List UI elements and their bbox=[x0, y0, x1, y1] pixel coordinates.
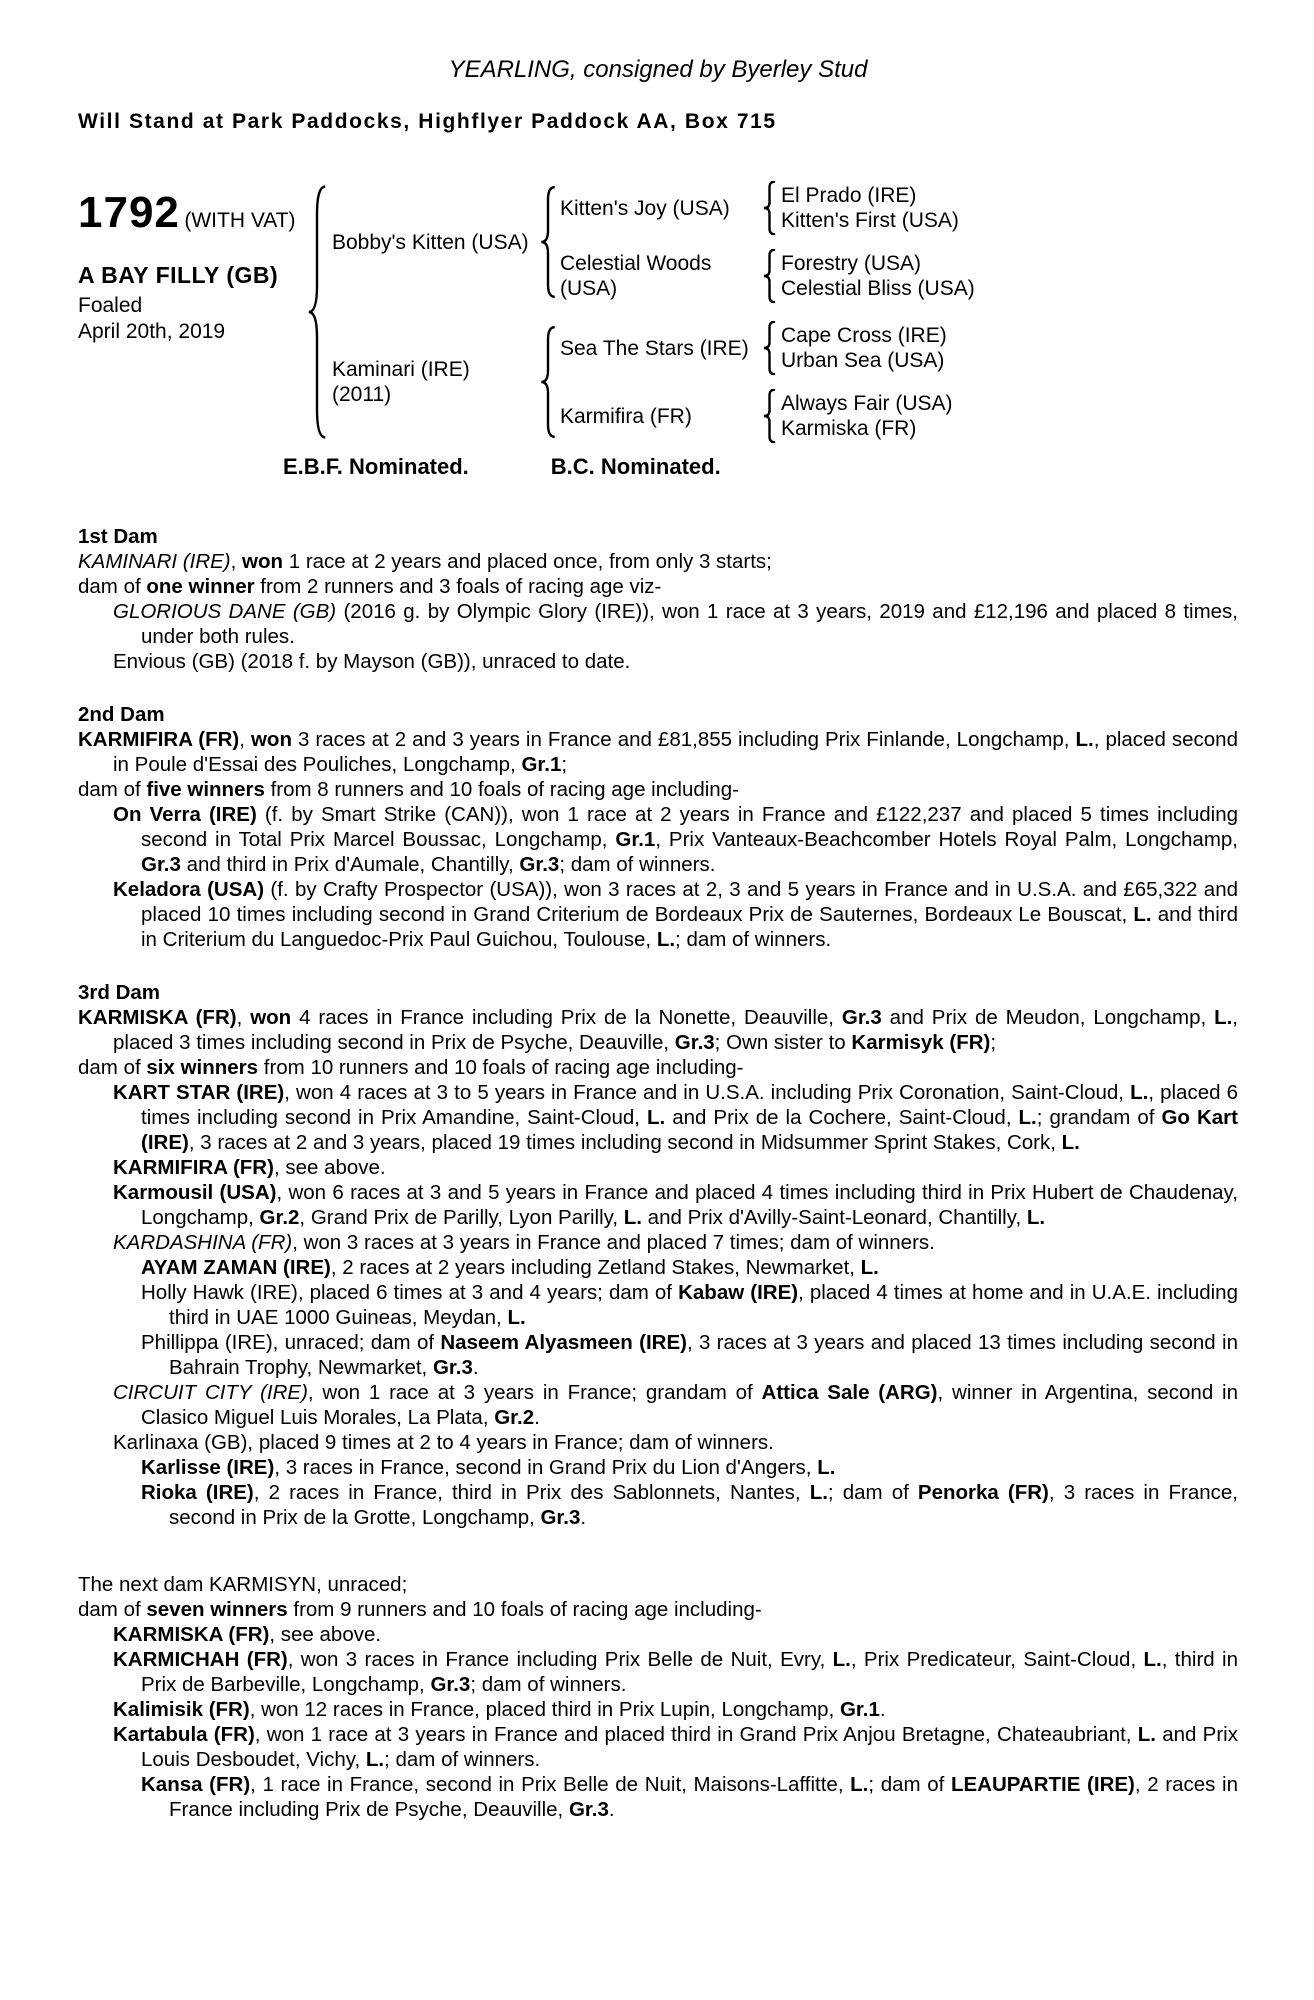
brace-icon bbox=[306, 184, 328, 440]
pedigree-paragraph: Phillippa (IRE), unraced; dam of Naseem Alyasmeen (IRE), 3 races at 3 years and placed 13 times including second in Bahrain Trophy, Newmarket, Gr.3. bbox=[141, 1331, 1238, 1379]
grandsire-name: Kitten's Joy (USA) bbox=[560, 196, 730, 220]
pedigree-paragraph: GLORIOUS DANE (GB) (2016 g. by Olympic Glory (IRE)), won 1 race at 3 years, 2019 and £12,196 and placed 8 times, under both rules. bbox=[113, 600, 1238, 648]
dam-section bbox=[78, 702, 1238, 952]
sire-half bbox=[332, 180, 1033, 304]
lot-number: 1792 bbox=[78, 188, 180, 237]
pedigree-paragraph: Envious (GB) (2018 f. by Mayson (GB)), unraced to date. bbox=[113, 650, 631, 673]
pedigree-paragraph: Karmousil (USA), won 6 races at 3 and 5 years in France and placed 4 times including third in Prix Hubert de Chaudenay, Longchamp, Gr.2, Grand Prix de Parilly, Lyon Parilly, L. and Prix d'Avilly-Saint-Leonard, Chantilly, L. bbox=[113, 1181, 1238, 1229]
great-grandsire-name: El Prado (IRE) bbox=[781, 184, 917, 207]
pedigree-block bbox=[78, 180, 1238, 444]
pedigree-paragraph: The next dam KARMISYN, unraced; bbox=[78, 1573, 408, 1596]
pedigree-paragraph: Holly Hawk (IRE), placed 6 times at 3 and 4 years; dam of Kabaw (IRE), placed 4 times at home and in U.A.E. including third in UAE 1000 Guineas, Meydan, L. bbox=[141, 1281, 1238, 1329]
granddam-name: Celestial Woods (USA) bbox=[560, 252, 712, 300]
pedigree-paragraph: Karlisse (IRE), 3 races in France, second in Grand Prix du Lion d'Angers, L. bbox=[141, 1456, 836, 1479]
dam-section bbox=[78, 980, 1238, 1530]
pedigree-paragraph: KARMISKA (FR), won 4 races in France including Prix de la Nonette, Deauville, Gr.3 and Prix de Meudon, Longchamp, L., placed 3 times including second in Prix de Psyche, Deauville, Gr.3; Own sister to Karmisyk (FR); bbox=[78, 1006, 1238, 1054]
dam-section bbox=[78, 524, 1238, 674]
dam-section-heading: 1st Dam bbox=[78, 525, 158, 548]
brace-icon bbox=[762, 389, 777, 443]
pedigree-paragraph: KARMIFIRA (FR), see above. bbox=[113, 1156, 386, 1179]
stand-location-line: Will Stand at Park Paddocks, Highflyer Paddock AA, Box 715 bbox=[78, 110, 777, 133]
dam-sections bbox=[78, 524, 1238, 1822]
consignment-title: YEARLING, consigned by Byerley Stud bbox=[448, 56, 868, 83]
pedigree-paragraph: AYAM ZAMAN (IRE), 2 races at 2 years including Zetland Stakes, Newmarket, L. bbox=[141, 1256, 879, 1279]
pedigree-paragraph: Karlinaxa (GB), placed 9 times at 2 to 4 years in France; dam of winners. bbox=[113, 1431, 774, 1454]
pedigree-paragraph: CIRCUIT CITY (IRE), won 1 race at 3 years in France; grandam of Attica Sale (ARG), winner in Argentina, second in Clasico Miguel Luis Morales, La Plata, Gr.2. bbox=[113, 1381, 1238, 1429]
great-grandsire-name: Cape Cross (IRE) bbox=[781, 324, 947, 347]
great-granddam-name: Celestial Bliss (USA) bbox=[781, 277, 975, 300]
brace-icon bbox=[762, 249, 777, 303]
pedigree-paragraph: KARMISKA (FR), see above. bbox=[113, 1623, 382, 1646]
brace-icon bbox=[539, 326, 557, 438]
pedigree-paragraph: KART STAR (IRE), won 4 races at 3 to 5 years in France and in U.S.A. including Prix Coronation, Saint-Cloud, L., placed 6 times including second in Prix Amandine, Saint-Cloud, L. and Prix de la Cochere, Saint-Cloud, L.; grandam of Go Kart (IRE), 3 races at 2 and 3 years, placed 19 times including second in Midsummer Sprint Stakes, Cork, L. bbox=[113, 1081, 1239, 1154]
pedigree-paragraph: KAMINARI (IRE), won 1 race at 2 years and placed once, from only 3 starts; bbox=[78, 550, 772, 573]
brace-icon bbox=[539, 186, 557, 298]
brace-icon bbox=[762, 181, 777, 235]
great-granddam-name: Karmiska (FR) bbox=[781, 417, 917, 440]
grandsire-name: Sea The Stars (IRE) bbox=[560, 336, 749, 360]
foaled-date: April 20th, 2019 bbox=[78, 320, 226, 343]
bc-nominated-label: B.C. Nominated. bbox=[550, 454, 721, 479]
dam-section bbox=[78, 1572, 1238, 1822]
pedigree-paragraph: Rioka (IRE), 2 races in France, third in Prix des Sablonnets, Nantes, L.; dam of Penorka (FR), 3 races in France, second in Prix de la Grotte, Longchamp, Gr.3. bbox=[141, 1481, 1238, 1529]
great-grandsire-name: Forestry (USA) bbox=[781, 252, 922, 275]
dam-year: (2011) bbox=[332, 383, 392, 406]
dam-section-heading: 3rd Dam bbox=[78, 981, 161, 1004]
pedigree-paragraph: KARDASHINA (FR), won 3 races at 3 years in France and placed 7 times; dam of winners. bbox=[113, 1231, 935, 1254]
pedigree-paragraph: dam of one winner from 2 runners and 3 foals of racing age viz- bbox=[78, 575, 662, 598]
pedigree-paragraph: Kansa (FR), 1 race in France, second in Prix Belle de Nuit, Maisons-Laffitte, L.; dam of LEAUPARTIE (IRE), 2 races in France including Prix de Psyche, Deauville, Gr.3. bbox=[141, 1773, 1238, 1821]
pedigree-paragraph: dam of five winners from 8 runners and 10 foals of racing age including- bbox=[78, 778, 739, 801]
lot-info bbox=[78, 180, 306, 444]
dam-section-heading: 2nd Dam bbox=[78, 703, 165, 726]
pedigree-paragraph: KARMIFIRA (FR), won 3 races at 2 and 3 years in France and £81,855 including Prix Finlande, Longchamp, L., placed second in Poule d'Essai des Pouliches, Longchamp, Gr.1; bbox=[78, 728, 1238, 776]
pedigree-paragraph: dam of six winners from 10 runners and 10 foals of racing age including- bbox=[78, 1056, 744, 1079]
horse-description: A BAY FILLY (GB) bbox=[78, 262, 279, 288]
pedigree-paragraph: dam of seven winners from 9 runners and 10 foals of racing age including- bbox=[78, 1598, 762, 1621]
pedigree-paragraph: Keladora (USA) (f. by Crafty Prospector (USA)), won 3 races at 2, 3 and 5 years in France and in U.S.A. and £65,322 and placed 10 times including second in Grand Criterium de Bordeaux Prix de Sauternes, Bordeaux Le Bouscat, L. and third in Criterium du Languedoc-Prix Paul Guichou, Toulouse, L.; dam of winners. bbox=[113, 878, 1238, 951]
pedigree-paragraph: KARMICHAH (FR), won 3 races in France including Prix Belle de Nuit, Evry, L., Prix Predicateur, Saint-Cloud, L., third in Prix de Barbeville, Longchamp, Gr.3; dam of winners. bbox=[113, 1648, 1239, 1696]
pedigree-paragraph: Kartabula (FR), won 1 race at 3 years in France and placed third in Grand Prix Anjou Bretagne, Chateaubriant, L. and Prix Louis Desboudet, Vichy, L.; dam of winners. bbox=[113, 1723, 1238, 1771]
dam-name: Kaminari (IRE) bbox=[332, 358, 470, 381]
vat-note: (WITH VAT) bbox=[184, 209, 296, 232]
ebf-nominated-label: E.B.F. Nominated. bbox=[283, 454, 469, 479]
foaled-label: Foaled bbox=[78, 294, 143, 317]
brace-icon bbox=[762, 321, 777, 375]
nomination-line bbox=[283, 454, 1238, 480]
dam-half bbox=[332, 320, 1033, 444]
pedigree-paragraph: Kalimisik (FR), won 12 races in France, placed third in Prix Lupin, Longchamp, Gr.1. bbox=[113, 1698, 886, 1721]
great-grandsire-name: Always Fair (USA) bbox=[781, 392, 953, 415]
pedigree-tree bbox=[306, 180, 1033, 444]
great-granddam-name: Urban Sea (USA) bbox=[781, 349, 945, 372]
pedigree-paragraph: On Verra (IRE) (f. by Smart Strike (CAN)), won 1 race at 2 years in France and £122,237 and placed 5 times including second in Total Prix Marcel Boussac, Longchamp, Gr.1, Prix Vanteaux-Beachcomber Hotels Royal Palm, Longchamp, Gr.3 and third in Prix d'Aumale, Chantilly, Gr.3; dam of winners. bbox=[113, 803, 1239, 876]
granddam-name: Karmifira (FR) bbox=[560, 404, 692, 428]
great-granddam-name: Kitten's First (USA) bbox=[781, 209, 959, 232]
sire-name: Bobby's Kitten (USA) bbox=[332, 230, 529, 254]
